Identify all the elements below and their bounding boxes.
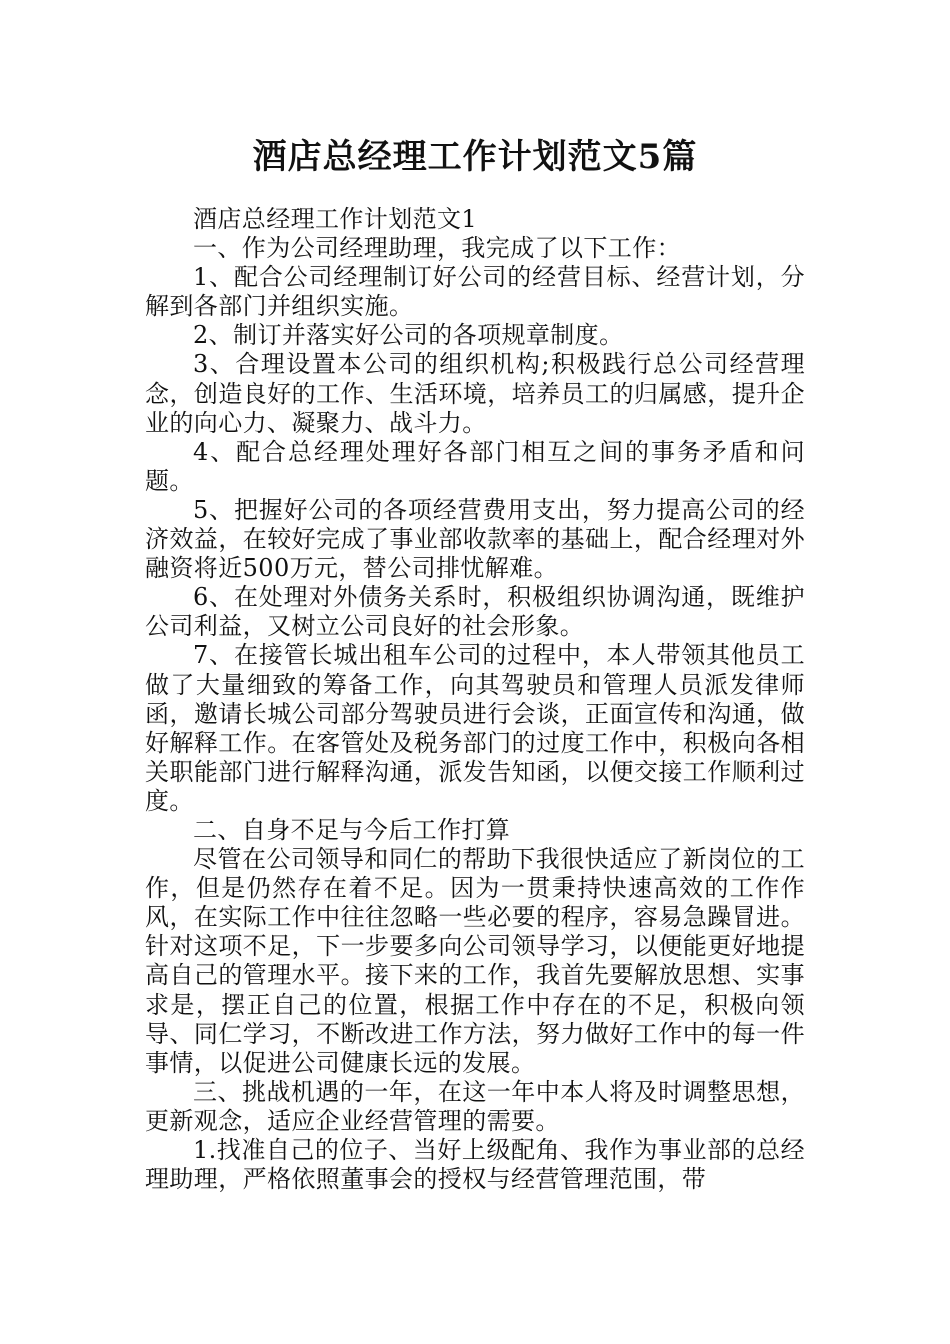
body-paragraph: 1、配合公司经理制订好公司的经营目标、经营计划，分解到各部门并组织实施。 — [145, 263, 805, 321]
body-paragraph: 酒店总经理工作计划范文1 — [193, 205, 478, 233]
body-paragraph: 6、在处理对外债务关系时，积极组织协调沟通，既维护公司利益，又树立公司良好的社会形象。 — [145, 583, 805, 641]
body-paragraph: 5、把握好公司的各项经营费用支出，努力提高公司的经济效益，在较好完成了事业部收款率的基础上，配合经理对外融资将近500万元，替公司排忧解难。 — [145, 495, 805, 583]
body-paragraph: 1.找准自己的位子、当好上级配角、我作为事业部的总经理助理，严格依照董事会的授权与经营管理范围，带 — [145, 1136, 805, 1194]
body-paragraph: 7、在接管长城出租车公司的过程中，本人带领其他员工做了大量细致的筹备工作，向其驾驶员和管理人员派发律师函，邀请长城公司部分驾驶员进行会谈，正面宣传和沟通，做好解释工作。在客管处及税务部门的过度工作中，积极向各相关职能部门进行解释沟通，派发告知函，以便交接工作顺利过度。 — [145, 641, 805, 815]
body-paragraph: 一、作为公司经理助理，我完成了以下工作： — [193, 234, 681, 263]
document-title: 酒店总经理工作计划范文5篇 — [252, 137, 698, 177]
body-paragraph: 3、合理设置本公司的组织机构;积极践行总公司经营理念，创造良好的工作、生活环境，培养员工的归属感，提升企业的向心力、凝聚力、战斗力。 — [145, 350, 805, 437]
document-body — [145, 205, 805, 1194]
body-paragraph: 4、配合总经理处理好各部门相互之间的事务矛盾和问题。 — [145, 437, 805, 495]
body-paragraph: 尽管在公司领导和同仁的帮助下我很快适应了新岗位的工作，但是仍然存在着不足。因为一贯秉持快速高效的工作作风，在实际工作中往往忽略一些必要的程序，容易急躁冒进。针对这项不足，下一步要多向公司领导学习，以便能更好地提高自己的管理水平。接下来的工作，我首先要解放思想、实事求是，摆正自己的位置，根据工作中存在的不足，积极向领导、同仁学习，不断改进工作方法，努力做好工作中的每一件事情，以促进公司健康长远的发展。 — [145, 845, 805, 1077]
body-paragraph: 二、自身不足与今后工作打算 — [193, 815, 511, 844]
body-paragraph: 2、制订并落实好公司的各项规章制度。 — [193, 321, 624, 350]
body-paragraph: 三、挑战机遇的一年，在这一年中本人将及时调整思想，更新观念，适应企业经营管理的需要。 — [145, 1077, 805, 1135]
